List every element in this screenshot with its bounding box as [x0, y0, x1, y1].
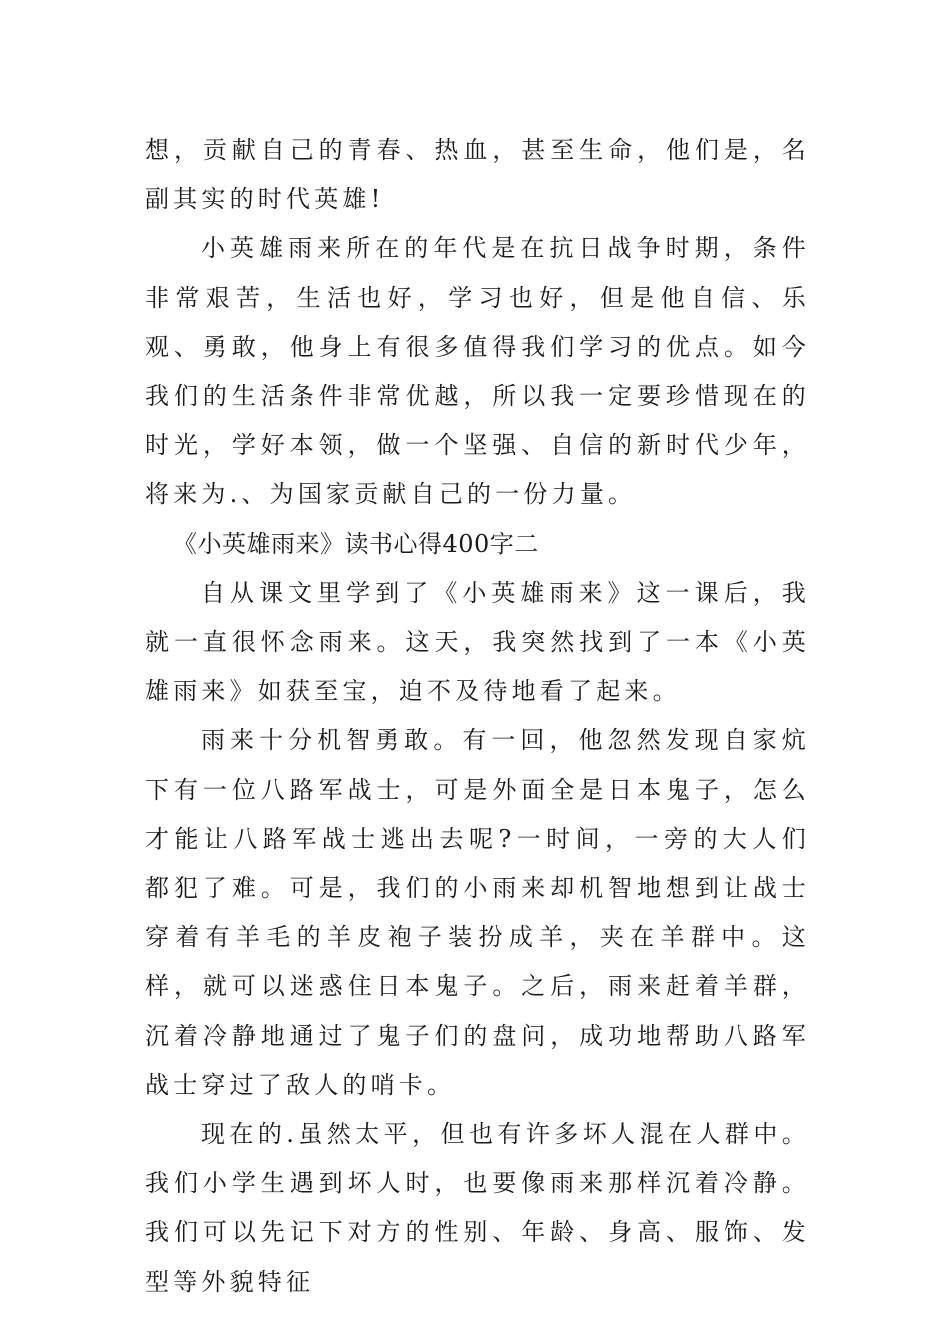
paragraph-present-day: 现在的.虽然太平，但也有许多坏人混在人群中。我们小学生遇到坏人时，也要像雨来那样沉着冷静。我们可以先记下对方的性别、年龄、身高、服饰、发型等外貌特征	[145, 1120, 810, 1296]
paragraph-continued: 想，贡献自己的青春、热血，甚至生命，他们是，名副其实的时代英雄!	[145, 136, 810, 214]
paragraph-brave-story: 雨来十分机智勇敢。有一回，他忽然发现自家炕下有一位八路军战士，可是外面全是日本鬼子，怎么才能让八路军战士逃出去呢?一时间，一旁的大人们都犯了难。可是，我们的小雨来却机智地想到让战士穿着有羊毛的羊皮袍子装扮成羊，夹在羊群中。这样，就可以迷惑住日本鬼子。之后，雨来赶着羊群，沉着冷静地通过了鬼子们的盘问，成功地帮助八路军战士穿过了敌人的哨卡。	[145, 726, 810, 1099]
section-heading: 《小英雄雨来》读书心得400字二	[173, 529, 539, 558]
document-body	[145, 126, 810, 1307]
paragraph-rainlai-era: 小英雄雨来所在的年代是在抗日战争时期，条件非常艰苦，生活也好，学习也好，但是他自信、乐观、勇敢，他身上有很多值得我们学习的优点。如今我们的生活条件非常优越，所以我一定要珍惜现在的时光，学好本领，做一个坚强、自信的新时代少年，将来为.、为国家贡献自己的一份力量。	[145, 234, 810, 509]
paragraph-found-book: 自从课文里学到了《小英雄雨来》这一课后，我就一直很怀念雨来。这天，我突然找到了一本《小英雄雨来》如获至宝，迫不及待地看了起来。	[145, 578, 810, 706]
